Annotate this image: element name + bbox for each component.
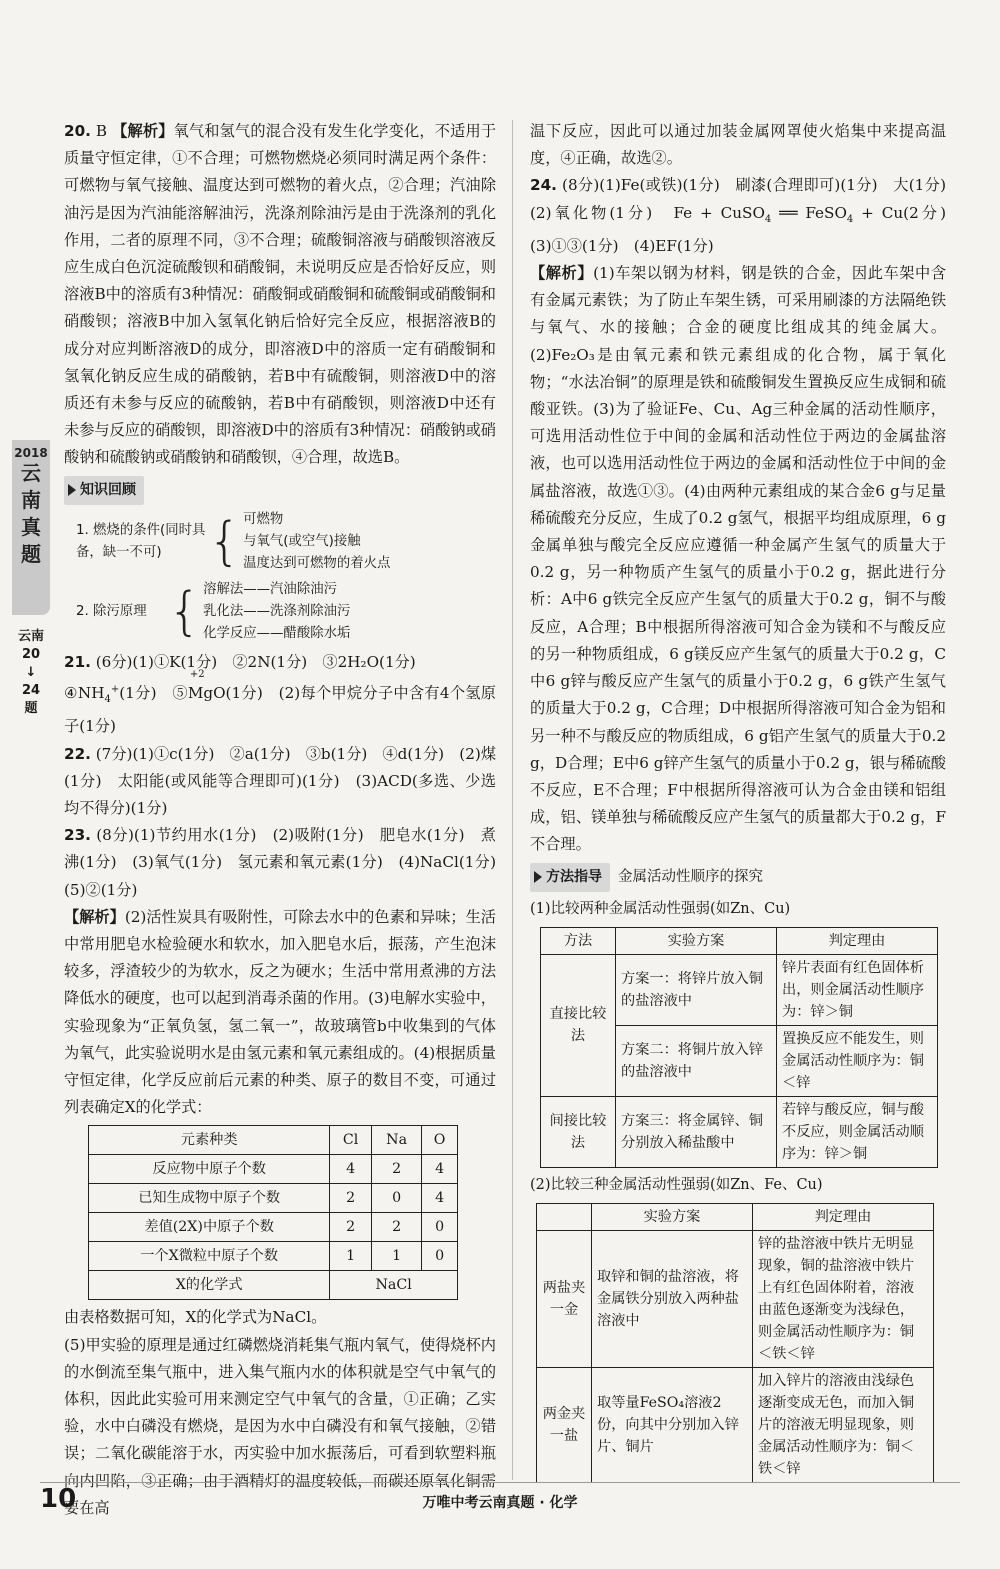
q20-tag: 【解析】 — [112, 122, 174, 140]
range-line-4: 24 — [21, 683, 41, 698]
table-cell: 锌片表面有红色固体析出，则金属活动性顺序为：锌＞铜 — [777, 954, 938, 1025]
q21-sup: + — [110, 684, 120, 696]
table-header: Na — [371, 1126, 421, 1155]
table-header-row — [541, 927, 938, 954]
range-line-5: 题 — [24, 701, 38, 716]
range-line-3: ↓ — [25, 665, 37, 680]
table-header-row — [537, 1204, 934, 1231]
review-item-1-b: 与氧气(或空气)接触 — [243, 533, 361, 549]
footer-title: 万唯中考云南真题 · 化学 — [422, 1495, 578, 1511]
sidebar-title-4: 题 — [21, 542, 41, 566]
q24-analysis: (1)车架以钢为材料，钢是铁的合金，因此车架中含有金属元素铁；为了防止车架生锈，可采用刷漆的方法隔绝铁与氧气、水的接触；合金的硬度比组成其的纯金属大。(2)Fe₂O₃是由氧元素和铁元素组成的化合物，属于氧化物；“水法冶铜”的原理是铁和硫酸铜发生置换反应生成铜和硫酸亚铁。(3)为了验证Fe、Cu、Ag三种金属的活动性顺序，可选用活动性位于中间的金属和活动性位于两边的金属盐溶液，也可以选用活动性位于两边的金属和活动性位于中间的金属盐溶液，故选①③。(4)由两种元素组成的某合金6 g与足量稀硫酸充分反应，生成了0.2 g氢气，根据平均组成原理，6 g金属单独与酸完全反应应遵循一种金属产生氢气的质量大于0.2 g，另一种物质产生氢气的质量小于0.2 g，据此进行分析：A中6 g铁完全反应产生氢气的质量大于0.2 g，铜不与酸反应，A合理；B中根据所得溶液可知合金为镁和不与酸反应的另一种物质组成，6 g镁反应产生氢气的质量大于0.2 g，C中6 g锌与酸反应产生氢气的质量小于0.2 g，6 g铁产生氢气的质量大于0.2 g，C合理；D中根据所得溶液可知合金为铝和另一种不与酸反应的物质组成，6 g铝产生氢气的质量大于0.2 g，D合理；E中6 g锌产生氢气的质量小于0.2 g，银与稀硫酸不反应，E不合理；F中根据所得溶液可认为合金由镁和铝组成，铝、镁单独与稀硫酸反应产生氢气的质量都大于0.2 g，F不合理。 — [530, 264, 947, 854]
q21-mgo — [187, 669, 226, 707]
q23-analysis: (2)活性炭具有吸附性，可除去水中的色素和异味；生活中常用肥皂水检验硬水和软水，加入肥皂水后，振荡，产生泡沫较多，浮渣较少的为软水，反之为硬水；生活中常用煮沸的方法降低水的硬度，也可以起到消毒杀菌的作用。(3)电解水实验中，实验现象为“正氧负氢，氢二氧一”，故玻璃管b中收集到的气体为氧气，此实验说明水是由氢元素和氧元素组成的。(4)根据质量守恒定律，化学反应前后元素的种类、原子的数目不变，可通过列表确定X的化学式： — [64, 907, 496, 1117]
table-cell: 直接比较法 — [541, 954, 616, 1096]
review-item-1-c: 温度达到可燃物的着火点 — [243, 555, 391, 571]
table-cell: 1 — [371, 1242, 421, 1271]
table-cell: 0 — [422, 1213, 458, 1242]
table-cell: 0 — [371, 1184, 421, 1213]
review-item-2-lead: 2. 除污原理 — [76, 603, 147, 619]
method-sub1: (1)比较两种金属活动性强弱(如Zn、Cu) — [530, 900, 791, 917]
table-cell: 已知生成物中原子个数 — [89, 1184, 330, 1213]
range-line-2: 20 — [21, 647, 41, 662]
table-cell: 4 — [330, 1155, 372, 1184]
two-metal-table — [540, 927, 938, 1168]
q21 — [64, 649, 496, 741]
table-row — [541, 1096, 938, 1167]
q23-answers: (8分)(1)节约用水(1分) (2)吸附(1分) 肥皂水(1分) 煮沸(1分) (3)氧气(1分) 氢元素和氧元素(1分) (4)NaCl(1分) (5)②(1分) — [64, 826, 512, 899]
table-cell: 取锌和铜的盐溶液，将金属铁分别放入两种盐溶液中 — [592, 1231, 753, 1368]
table-cell: X的化学式 — [89, 1271, 330, 1300]
review-item-2-b: 乳化法——洗涤剂除油污 — [203, 603, 351, 619]
three-metal-table — [536, 1203, 934, 1483]
table-cell: 两金夹一盐 — [537, 1368, 592, 1483]
table-header: Cl — [330, 1126, 372, 1155]
table-header: 方法 — [541, 927, 616, 954]
q24 — [530, 172, 962, 858]
review-item-2-a: 溶解法——汽油除油污 — [203, 581, 337, 597]
sidebar-title-3: 真 — [21, 515, 41, 539]
q23-after-table: 由表格数据可知，X的化学式为NaCl。 — [64, 1308, 327, 1327]
table-row — [537, 1368, 934, 1483]
triangle-icon — [68, 484, 76, 496]
q21-line2b: (1分) ⑤ — [119, 684, 188, 703]
table-header: 判定理由 — [753, 1204, 934, 1231]
sidebar-year: 2018 — [14, 446, 48, 460]
q20 — [64, 118, 496, 472]
footer-rule — [40, 1482, 960, 1483]
table-cell: 间接比较法 — [541, 1096, 616, 1167]
q24-number: 24. — [530, 176, 557, 195]
q22 — [64, 741, 496, 823]
table-row — [89, 1271, 458, 1300]
method-title: 金属活动性顺序的探究 — [618, 868, 763, 885]
review-block — [76, 509, 496, 645]
review-item-1 — [76, 509, 496, 575]
table-header-row — [89, 1126, 458, 1155]
element-count-table — [88, 1125, 458, 1300]
q23 — [64, 822, 512, 1121]
q21-mgo-charge: +2 — [189, 669, 205, 681]
review-item-1-lead: 1. 燃烧的条件(同时具备，缺一不可) — [76, 522, 206, 560]
sidebar-title-2: 南 — [21, 488, 41, 512]
q24-sub2: 4 — [846, 213, 854, 225]
brace-icon: { — [208, 511, 242, 572]
table-cell: 2 — [371, 1213, 421, 1242]
table-cell: 0 — [422, 1242, 458, 1271]
table-row — [89, 1242, 458, 1271]
table-cell: 2 — [330, 1184, 372, 1213]
sidebar-title-1: 云 — [21, 461, 41, 485]
review-item-1-a: 可燃物 — [243, 511, 284, 527]
table-cell: 一个X微粒中原子个数 — [89, 1242, 330, 1271]
table-header: 判定理由 — [777, 927, 938, 954]
method-heading-label: 方法指导 — [546, 868, 602, 885]
method-sub2: (2)比较三种金属活动性强弱(如Zn、Fe、Cu) — [530, 1176, 823, 1193]
table-cell: 加入锌片的溶液由浅绿色逐渐变成无色，而加入铜片的溶液无明显现象，则金属活动性顺序为：铜＜铁＜锌 — [753, 1368, 934, 1483]
table-cell: 两盐夹一金 — [537, 1231, 592, 1368]
triangle-icon — [534, 871, 542, 883]
q23-part5: (5)甲实验的原理是通过红磷燃烧消耗集气瓶内氧气，使得烧杯内的水倒流至集气瓶中，进入集气瓶内水的体积就是空气中氧气的体积，因此此实验可用来测定空气中氧气的含量，①正确；乙实验，水中白磷没有燃烧，是因为水中白磷没有和氧气接触，②错误；二氧化碳能溶于水，丙实验中加水振荡后，可看到软塑料瓶向内凹陷，③正确；由于酒精灯的温度较低，而碳还原氧化铜需要在高 — [64, 1335, 496, 1517]
table-row — [89, 1155, 458, 1184]
method-heading — [530, 863, 946, 892]
table-header: 实验方案 — [616, 927, 777, 954]
page-number: 10 — [40, 1484, 77, 1514]
q21-line1: (6分)(1)①K(1分) ②2N(1分) ③2H₂O(1分) — [95, 652, 416, 671]
brace-icon: { — [168, 581, 202, 642]
table-cell: 置换反应不能发生，则金属活动性顺序为：铜＜锌 — [777, 1025, 938, 1096]
table-cell: NaCl — [330, 1271, 458, 1300]
table-row — [89, 1184, 458, 1213]
q20-number: 20. — [64, 122, 91, 140]
sidebar-range — [12, 628, 50, 718]
q21-mgo-text: MgO — [187, 684, 226, 703]
table-row — [537, 1231, 934, 1368]
table-cell: 锌的盐溶液中铁片无明显现象，铜的盐溶液中铁片上有红色固体附着，溶液由蓝色逐渐变为浅绿色，则金属活动性顺序为：铜＜铁＜锌 — [753, 1231, 934, 1368]
sidebar-tab — [12, 440, 50, 615]
q24-answers-eq: ══ FeSO — [771, 203, 847, 222]
range-line-1: 云南 — [17, 629, 44, 644]
table-cell: 取等量FeSO₄溶液2份，向其中分别加入锌片、铜片 — [592, 1368, 753, 1483]
q24-answers-b: + Cu(2分) (3)①③(1分) (4)EF(1分) — [530, 203, 962, 255]
table-header: 元素种类 — [89, 1126, 330, 1155]
table-cell: 若锌与酸反应，铜与酸不反应，则金属活动顺序为：锌＞铜 — [777, 1096, 938, 1167]
table-cell: 4 — [422, 1155, 458, 1184]
review-heading-label: 知识回顾 — [80, 481, 136, 498]
table-cell: 2 — [330, 1213, 372, 1242]
table-header: O — [422, 1126, 458, 1155]
q21-line2c: (1分) (2)每个甲烷分子中含有4个氢原子(1分) — [64, 684, 496, 736]
table-cell: 方案三：将金属锌、铜分别放入稀盐酸中 — [616, 1096, 777, 1167]
q20-text: 氧气和氢气的混合没有发生化学变化，不适用于质量守恒定律，①不合理；可燃物燃烧必须同时满足两个条件：可燃物与氧气接触、温度达到可燃物的着火点，②合理；汽油除油污是因为汽油能溶解油污，洗涤剂除油污是由于洗涤剂的乳化作用，二者的原理不同，③不合理；硫酸铜溶液与硝酸钡溶液反应生成白色沉淀硫酸钡和硝酸铜，未说明反应是否恰好反应，则溶液B中的溶质有3种情况：硝酸铜或硝酸铜和硫酸铜或硝酸铜和硝酸钡；溶液B中加入氢氧化钠后恰好完全反应，根据溶液B的成分对应判断溶液D的成分，即溶液D中的溶质一定有硝酸铜和氢氧化钠反应生成的硝酸钠，若B中有硫酸铜，则溶液D中的溶质还有未参与反应的硫酸钠，若B中有硝酸钡，则溶液D中还有未参与反应的硝酸钡，即溶液D中的溶质有3种情况：硝酸钠或硝酸钠和硫酸钠或硝酸钠和硝酸钡，④合理，故选B。 — [64, 122, 497, 467]
table-header — [537, 1204, 592, 1231]
q24-answers-a: (8分)(1)Fe(或铁)(1分) 刷漆(合理即可)(1分) 大(1分) (2)氧化物(1分) Fe + CuSO — [530, 176, 962, 222]
review-heading — [64, 476, 496, 505]
q23-continued: 温下反应，因此可以通过加装金属网罩使火焰集中来提高温度，④正确，故选②。 — [530, 122, 946, 168]
table-row — [541, 954, 938, 1025]
table-cell: 差值(2X)中原子个数 — [89, 1213, 330, 1242]
table-cell: 2 — [371, 1155, 421, 1184]
column-divider — [512, 120, 513, 1480]
table-cell: 方案二：将铜片放入锌的盐溶液中 — [616, 1025, 777, 1096]
q21-number: 21. — [64, 652, 91, 671]
q21-line2a: ④NH — [64, 684, 105, 703]
review-item-2 — [76, 579, 496, 645]
footer — [0, 1482, 1000, 1522]
table-cell: 反应物中原子个数 — [89, 1155, 330, 1184]
right-column — [530, 118, 962, 1487]
q23-tag: 【解析】 — [64, 907, 125, 926]
table-cell: 方案一：将锌片放入铜的盐溶液中 — [616, 954, 777, 1025]
review-item-2-c: 化学反应——醋酸除水垢 — [203, 625, 351, 641]
q24-sub: 4 — [764, 213, 772, 225]
q24-tag: 【解析】 — [530, 264, 594, 283]
q23-number: 23. — [64, 826, 91, 845]
table-cell: 1 — [330, 1242, 372, 1271]
q22-text: (7分)(1)①c(1分) ②a(1分) ③b(1分) ④d(1分) (2)煤(1分) 太阳能(或风能等合理即可)(1分) (3)ACD(多选、少选均不得分)(1分) — [64, 744, 497, 817]
table-header: 实验方案 — [592, 1204, 753, 1231]
q21-sub: 4 — [104, 694, 111, 706]
q22-number: 22. — [64, 744, 91, 763]
table-cell: 4 — [422, 1184, 458, 1213]
table-row — [89, 1213, 458, 1242]
q20-answer: B — [95, 122, 108, 140]
